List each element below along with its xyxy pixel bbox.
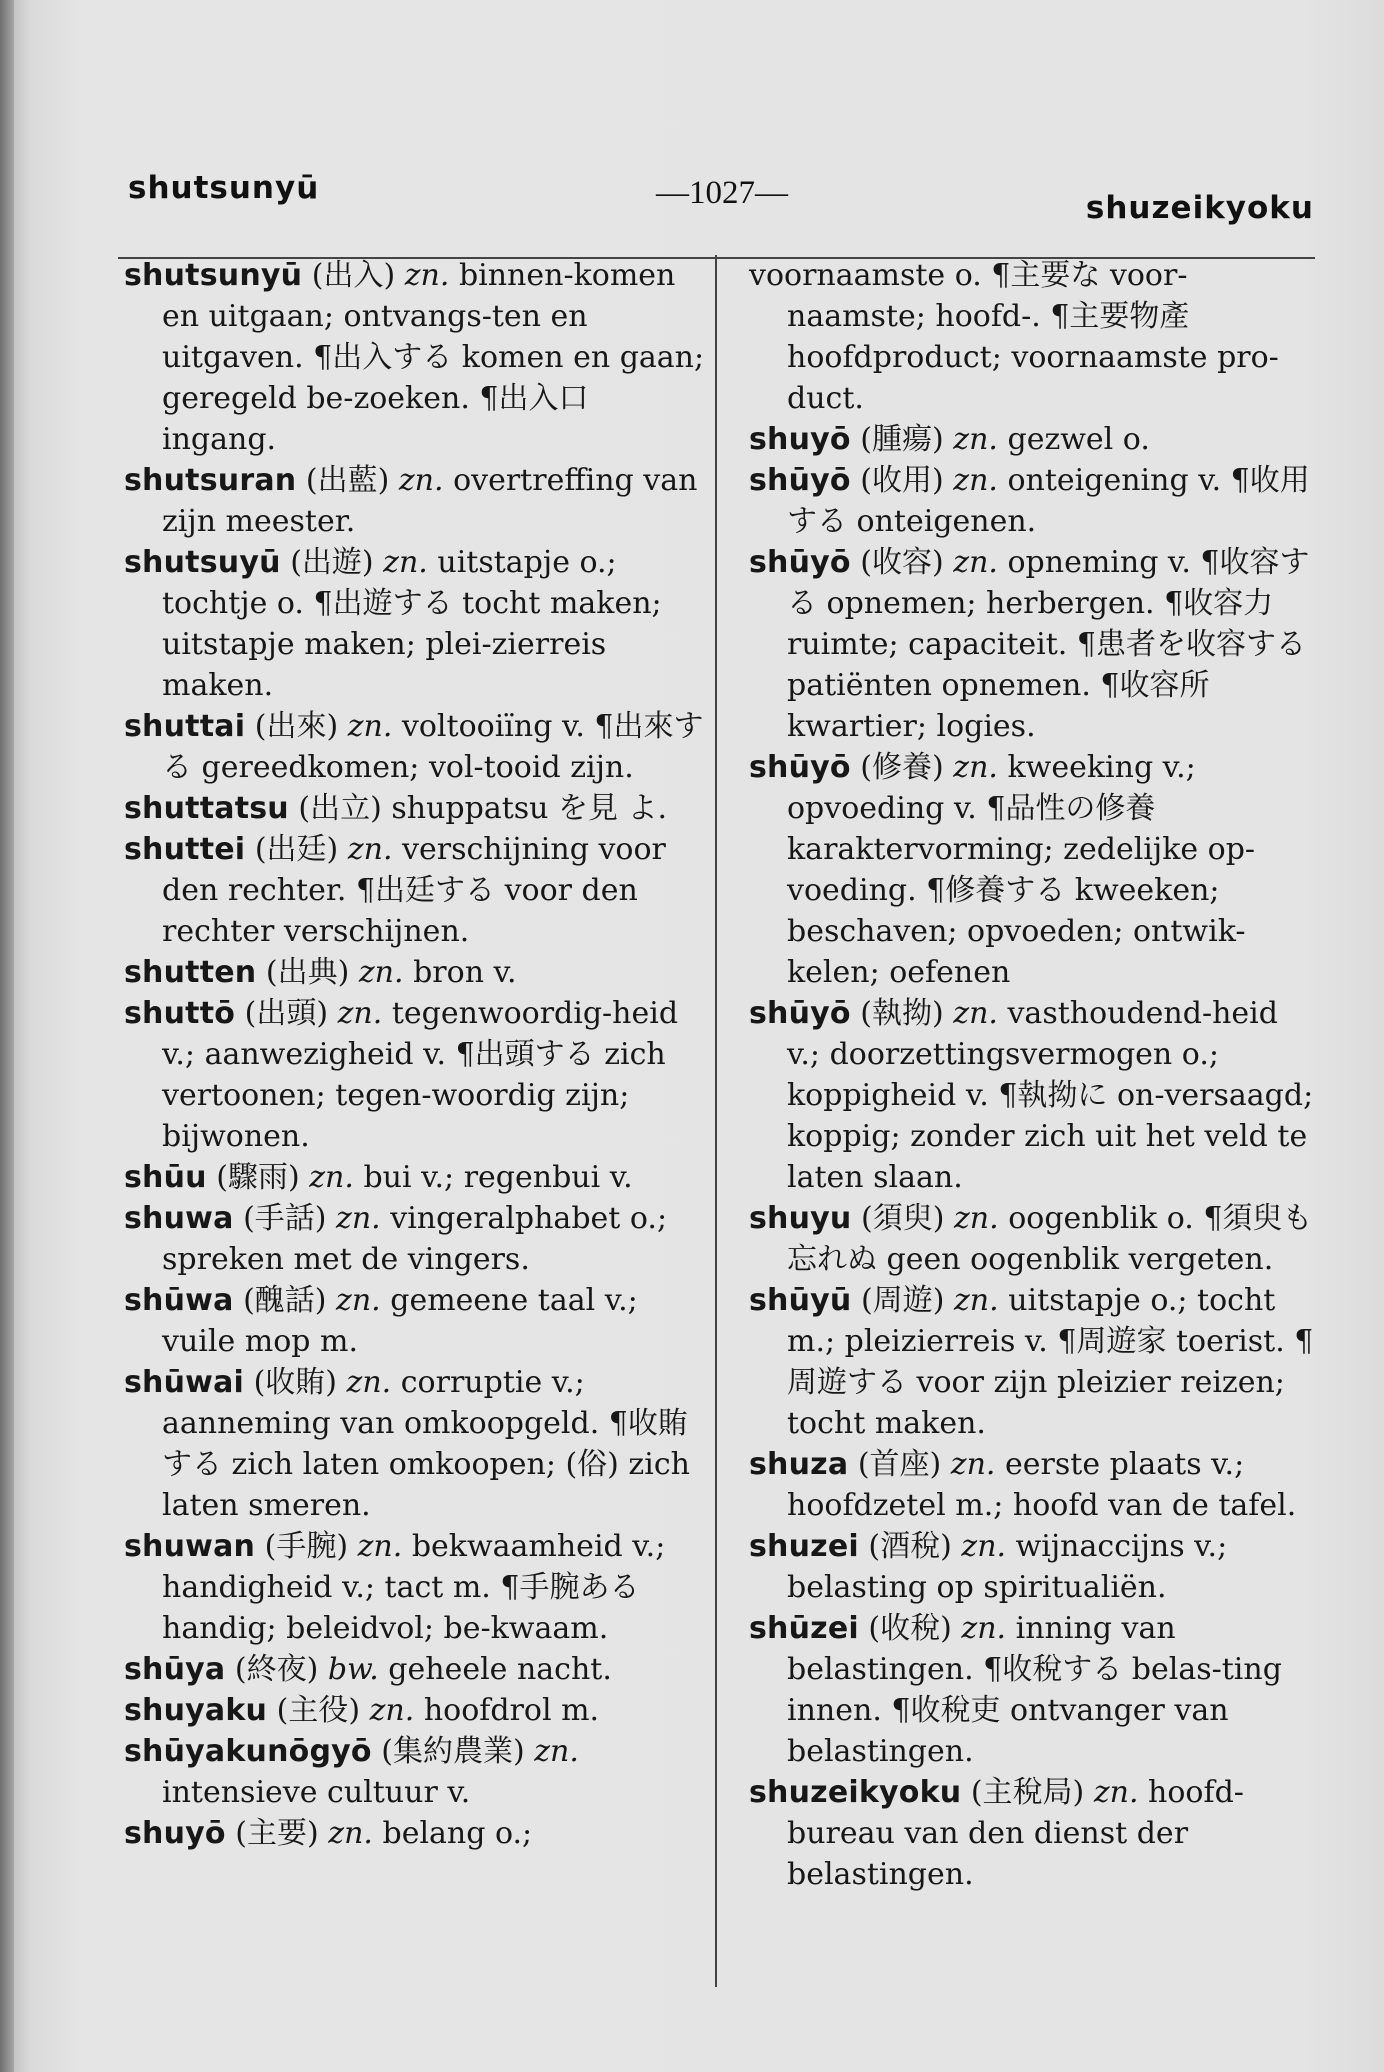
entry-text: hoofdrol m. [423,1693,600,1728]
dictionary-entry [749,993,1314,1198]
part-of-speech: bw. [327,1652,379,1687]
dictionary-entry [124,1690,707,1731]
dictionary-entry [749,1280,1314,1444]
part-of-speech: zn. [953,463,998,498]
kanji: (集約農業) [381,1734,525,1769]
kanji: (出入) [311,258,396,293]
entry-text: eerste plaats v.; hoofdzetel m.; hoofd van de tafel. [787,1447,1297,1523]
kanji: (手腕) [264,1529,349,1564]
dictionary-entry [749,255,1314,419]
page-number: —1027— [656,175,788,211]
kanji: (主稅局) [970,1775,1085,1810]
dictionary-entry [749,1608,1314,1772]
part-of-speech: zn. [1093,1775,1139,1810]
headword: shuzei [749,1529,859,1564]
headword: shūwai [124,1365,245,1400]
entry-text: gezwel o. [1007,422,1150,457]
headword: shuyō [124,1816,226,1851]
dictionary-entry [749,1772,1314,1895]
dictionary-entry [124,1198,707,1280]
part-of-speech: zn. [346,1365,392,1400]
entry-text: intensieve cultuur v. [162,1775,471,1810]
part-of-speech: zn. [534,1734,579,1769]
part-of-speech: zn. [404,258,450,293]
kanji: (驟雨) [216,1160,300,1195]
part-of-speech: zn. [347,832,393,867]
dictionary-entry [124,706,707,788]
headword: shuttai [124,709,246,744]
headword: shūyakunōgyō [124,1734,372,1769]
entry-text: opneming v. ¶收容する opnemen; herbergen. ¶收容力 ruimte; capaciteit. ¶患者を收容する patiënten opnemen. ¶收容所 kwartier; logies. [787,545,1310,744]
headword: shuyō [749,422,851,457]
headword: shūu [124,1160,207,1195]
kanji: (周遊) [861,1283,945,1318]
part-of-speech: zn. [961,1611,1007,1646]
dictionary-entry [749,1526,1314,1608]
kanji: (主役) [276,1693,361,1728]
headword: shūyō [749,545,851,580]
part-of-speech: zn. [358,955,404,990]
headword: shūyū [749,1283,852,1318]
headword: shuwa [124,1201,234,1236]
dictionary-entry [124,1731,707,1813]
headword: shuttō [124,996,236,1031]
headword: shuttatsu [124,791,289,826]
entry-text: voornaamste o. ¶主要な voor-naamste; hoofd-. ¶主要物產 hoofdproduct; voornaamste pro-duct. [749,258,1279,416]
part-of-speech: zn. [953,996,998,1031]
kanji: (出來) [254,709,339,744]
running-header-left: shutsunyū [128,170,320,206]
book-binding-edge [0,0,14,2072]
entry-text: overtreffing van zijn meester. [162,463,698,539]
entry-text: kweeking v.; opvoeding v. ¶品性の修養 karaktervorming; zedelijke op-voeding. ¶修養する kweeken; beschaven; opvoeden; ontwik-kelen; oefenen [787,750,1256,990]
part-of-speech: zn. [309,1160,354,1195]
entry-text: corruptie v.; aanneming van omkoopgeld. ¶收賄する zich laten omkoopen; (俗) zich laten smeren. [162,1365,690,1523]
kanji: (手話) [243,1201,327,1236]
part-of-speech: zn. [954,1201,999,1236]
headword: shuzeikyoku [749,1775,962,1810]
entry-text: onteigening v. ¶收用する onteigenen. [787,463,1310,539]
headword: shūyō [749,750,851,785]
left-column [124,255,707,1854]
kanji: (主要) [235,1816,319,1851]
part-of-speech: zn. [398,463,444,498]
dictionary-entry [124,952,707,993]
entry-text: hoofd-bureau van den dienst der belastingen. [787,1775,1244,1892]
dictionary-entry [124,993,707,1157]
part-of-speech: zn. [953,750,998,785]
part-of-speech: zn. [954,1283,999,1318]
headword: shūya [124,1652,226,1687]
entry-text: voltooiïng v. ¶出來する gereedkomen; vol-tooid zijn. [162,709,704,785]
headword: shutsunyū [124,258,303,293]
entry-text: oogenblik o. ¶須臾も忘れぬ geen oogenblik vergeten. [787,1201,1313,1277]
entry-text: uitstapje o.; tochtje o. ¶出遊する tocht maken; uitstapje maken; plei-zierreis maken. [162,545,662,703]
kanji: (出藍) [305,463,390,498]
kanji: (收賄) [253,1365,337,1400]
headword: shūyō [749,463,851,498]
kanji: (腫瘍) [860,422,944,457]
kanji: (收容) [860,545,944,580]
entry-text: binnen-komen en uitgaan; ontvangs-ten en uitgaven. ¶出入する komen en gaan; geregeld be-zoeken. ¶出入口 ingang. [162,258,705,457]
headword: shuyaku [124,1693,268,1728]
dictionary-entry [749,747,1314,993]
headword: shutten [124,955,257,990]
dictionary-entry [124,788,707,829]
part-of-speech: zn. [357,1529,403,1564]
part-of-speech: zn. [369,1693,415,1728]
part-of-speech: zn. [953,545,998,580]
entry-text: geheele nacht. [388,1652,612,1687]
kanji: (出立) [298,791,382,826]
running-header-right: shuzeikyoku [1085,190,1314,226]
dictionary-entry [749,419,1314,460]
kanji: (修養) [860,750,944,785]
entry-text: inning van belastingen. ¶收稅する belas-ting innen. ¶收稅吏 ontvanger van belastingen. [787,1611,1282,1769]
headword: shūyō [749,996,851,1031]
dictionary-entry [124,1280,707,1362]
dictionary-entry [749,1198,1314,1280]
kanji: (出廷) [254,832,339,867]
headword: shūwa [124,1283,234,1318]
entry-text: verschijning voor den rechter. ¶出廷する voor den rechter verschijnen. [162,832,666,949]
right-column [749,255,1314,1895]
dictionary-entry [124,1526,707,1649]
kanji: (須臾) [861,1201,945,1236]
kanji: (出頭) [244,996,329,1031]
entry-text: bron v. [413,955,517,990]
part-of-speech: zn. [336,1201,381,1236]
headword: shūzei [749,1611,859,1646]
dictionary-entry [749,460,1314,542]
kanji: (酒稅) [868,1529,952,1564]
part-of-speech: zn. [950,1447,996,1482]
part-of-speech: zn. [337,996,383,1031]
dictionary-entry [749,1444,1314,1526]
headword: shuza [749,1447,849,1482]
kanji: (執拗) [860,996,944,1031]
entry-text: tegenwoordig-heid v.; aanwezigheid v. ¶出頭する zich vertoonen; tegen-woordig zijn; bijwonen. [162,996,679,1154]
kanji: (收稅) [868,1611,952,1646]
kanji: (首座) [857,1447,942,1482]
part-of-speech: zn. [953,422,998,457]
headword: shuttei [124,832,246,867]
part-of-speech: zn. [383,545,428,580]
entry-text: bui v.; regenbui v. [363,1160,633,1195]
column-divider [715,255,717,1987]
entry-text: vingeralphabet o.; spreken met de vingers. [162,1201,668,1277]
entry-text: wijnaccijns v.; belasting op spiritualiën. [787,1529,1228,1605]
dictionary-entry [749,542,1314,747]
part-of-speech: zn. [336,1283,381,1318]
kanji: (終夜) [234,1652,319,1687]
part-of-speech: zn. [328,1816,373,1851]
kanji: (出典) [265,955,350,990]
headword: shutsuran [124,463,297,498]
entry-text: bekwaamheid v.; handigheid v.; tact m. ¶手腕ある handig; beleidvol; be-kwaam. [162,1529,666,1646]
headword: shuyu [749,1201,852,1236]
part-of-speech: zn. [961,1529,1007,1564]
entry-text: vasthoudend-heid v.; doorzettingsvermogen o.; koppigheid v. ¶執拗に on-versaagd; koppig; zonder zich uit het veld te laten slaan. [787,996,1314,1195]
entry-text: shuppatsu を見 よ. [391,791,668,826]
entry-text: gemeene taal v.; vuile mop m. [162,1283,638,1359]
dictionary-entry [124,1362,707,1526]
dictionary-entry [124,255,707,460]
dictionary-entry [124,460,707,542]
entry-text: uitstapje o.; tocht m.; pleizierreis v. ¶周遊家 toerist. ¶周遊する voor zijn pleizier reizen; tocht maken. [787,1283,1314,1441]
headword: shutsuyū [124,545,281,580]
dictionary-entry [124,829,707,952]
dictionary-entry [124,542,707,706]
kanji: (醜話) [243,1283,327,1318]
kanji: (收用) [860,463,944,498]
dictionary-entry [124,1157,707,1198]
entry-text: belang o.; [382,1816,533,1851]
headword: shuwan [124,1529,256,1564]
kanji: (出遊) [290,545,374,580]
dictionary-entry [124,1813,707,1854]
dictionary-entry [124,1649,707,1690]
part-of-speech: zn. [347,709,393,744]
